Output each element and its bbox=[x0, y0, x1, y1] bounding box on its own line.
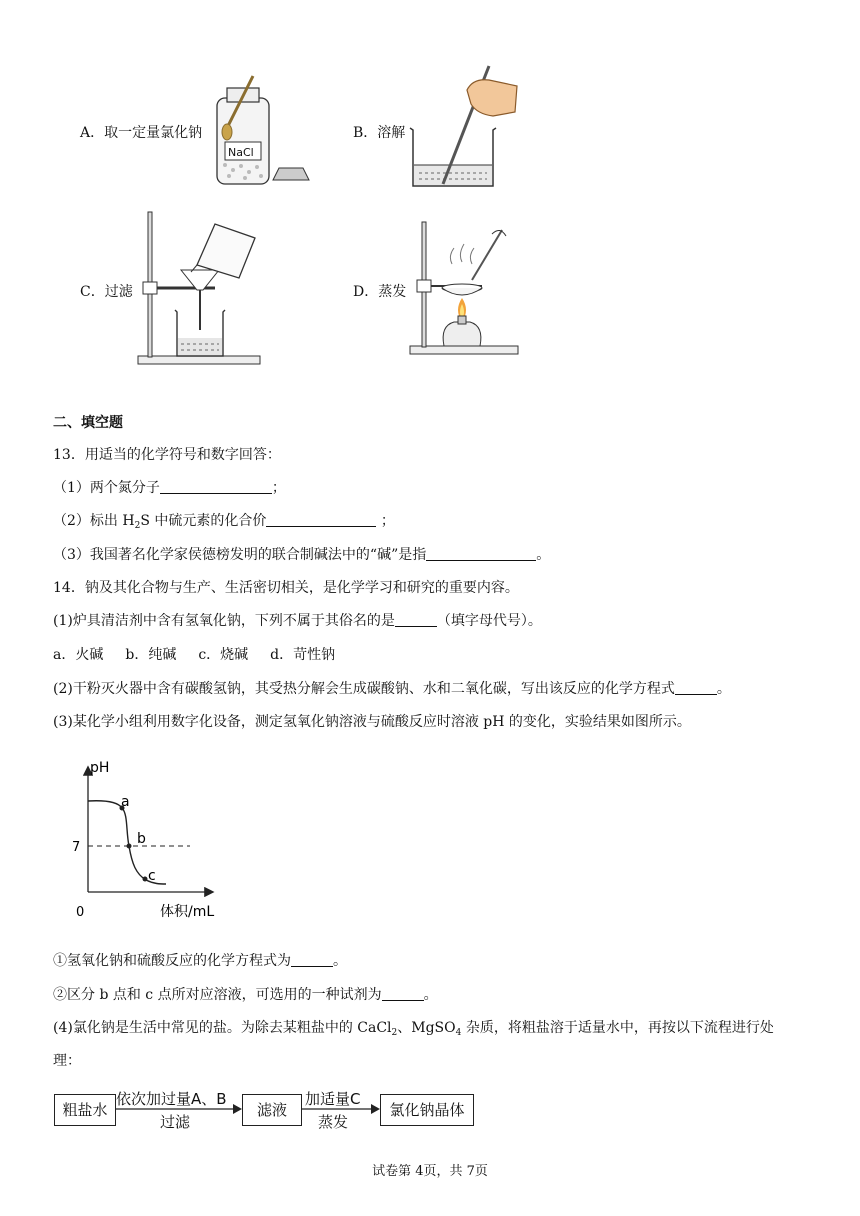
point-b-label: b bbox=[137, 831, 146, 847]
evaporation-illustration bbox=[408, 218, 523, 358]
reagent-bottle-illustration bbox=[205, 70, 320, 190]
q14-choices bbox=[53, 646, 335, 664]
bottle-label: NaCl bbox=[228, 146, 254, 159]
option-d-label: D．蒸发 bbox=[353, 284, 407, 300]
q14-sub1: ①氢氧化钠和硫酸反应的化学方程式为 。 bbox=[53, 953, 347, 969]
flow-arrow2 bbox=[301, 1102, 381, 1116]
point-b bbox=[127, 844, 132, 849]
filtration-illustration bbox=[135, 210, 265, 370]
option-c-label: C．过滤 bbox=[80, 284, 133, 300]
q13-part3: （3）我国著名化学家侯德榜发明的联合制碱法中的“碱”是指 。 bbox=[53, 547, 551, 563]
point-c-label: c bbox=[148, 868, 156, 884]
q14-part1: (1)炉具清洁剂中含有氢氧化钠，下列不属于其俗名的是 （填字母代号）。 bbox=[53, 613, 542, 629]
dissolving-illustration bbox=[405, 60, 525, 190]
x-axis-label: 体积/mL bbox=[160, 904, 215, 920]
flow-arrow1 bbox=[115, 1102, 243, 1116]
point-a-label: a bbox=[121, 794, 130, 810]
ph-chart bbox=[66, 756, 226, 921]
choice-d: d．苛性钠 bbox=[270, 647, 336, 663]
option-b-label: B．溶解 bbox=[353, 125, 406, 141]
flow-arrow2-top: 加适量C bbox=[305, 1090, 361, 1108]
answer-blank[interactable] bbox=[395, 612, 437, 627]
answer-blank[interactable] bbox=[291, 952, 333, 967]
answer-blank[interactable] bbox=[382, 986, 424, 1001]
point-c bbox=[143, 877, 148, 882]
q14-part4: (4)氯化钠是生活中常见的盐。为除去某粗盐中的 CaCl$_2$、MgSO$_4$ 杂质，将粗盐溶于适量水中，再按以下流程进行处 bbox=[53, 1020, 774, 1038]
flow-box-crude-salt-water: 粗盐水 bbox=[54, 1094, 116, 1126]
answer-blank[interactable] bbox=[675, 680, 717, 695]
q14-sub2: ②区分 b 点和 c 点所对应溶液，可选用的一种试剂为 。 bbox=[53, 987, 438, 1003]
y-axis-label: pH bbox=[90, 760, 110, 776]
option-a-label: A．取一定量氯化钠 bbox=[80, 125, 203, 141]
answer-blank[interactable] bbox=[160, 479, 272, 494]
flow-arrow1-bottom: 过滤 bbox=[160, 1113, 191, 1131]
q13-stem: 13．用适当的化学符号和数字回答： bbox=[53, 447, 281, 463]
origin-label: 0 bbox=[76, 905, 85, 920]
choice-c: c．烧碱 bbox=[198, 647, 249, 663]
y-tick-7: 7 bbox=[72, 840, 81, 855]
flow-arrow2-bottom: 蒸发 bbox=[318, 1113, 349, 1131]
q14-part3: (3)某化学小组利用数字化设备，测定氢氧化钠溶液与硫酸反应时溶液 pH 的变化，实验结果如图所示。 bbox=[53, 714, 691, 730]
flow-box-nacl-crystal: 氯化钠晶体 bbox=[380, 1094, 474, 1126]
q14-stem: 14．钠及其化合物与生产、生活密切相关，是化学学习和研究的重要内容。 bbox=[53, 580, 519, 596]
answer-blank[interactable] bbox=[426, 546, 536, 561]
q13-part2: （2）标出 $H_2S$ 中硫元素的化合价 ； bbox=[53, 513, 395, 531]
q13-part1: （1）两个氮分子 ； bbox=[53, 480, 286, 496]
flow-box-filtrate: 滤液 bbox=[242, 1094, 302, 1126]
flow-arrow1-top: 依次加过量A、B bbox=[116, 1090, 227, 1108]
choice-b: b．纯碱 bbox=[125, 647, 177, 663]
answer-blank[interactable] bbox=[266, 512, 376, 527]
q14-part4-cont: 理： bbox=[53, 1053, 81, 1069]
section-heading: 二、填空题 bbox=[53, 415, 123, 431]
choice-a: a．火碱 bbox=[53, 647, 104, 663]
q14-part2: (2)干粉灭火器中含有碳酸氢钠，其受热分解会生成碳酸钠、水和二氧化碳，写出该反应的化学方程式 。 bbox=[53, 681, 731, 697]
page-footer: 试卷第 4页，共 7页 bbox=[372, 1164, 488, 1179]
